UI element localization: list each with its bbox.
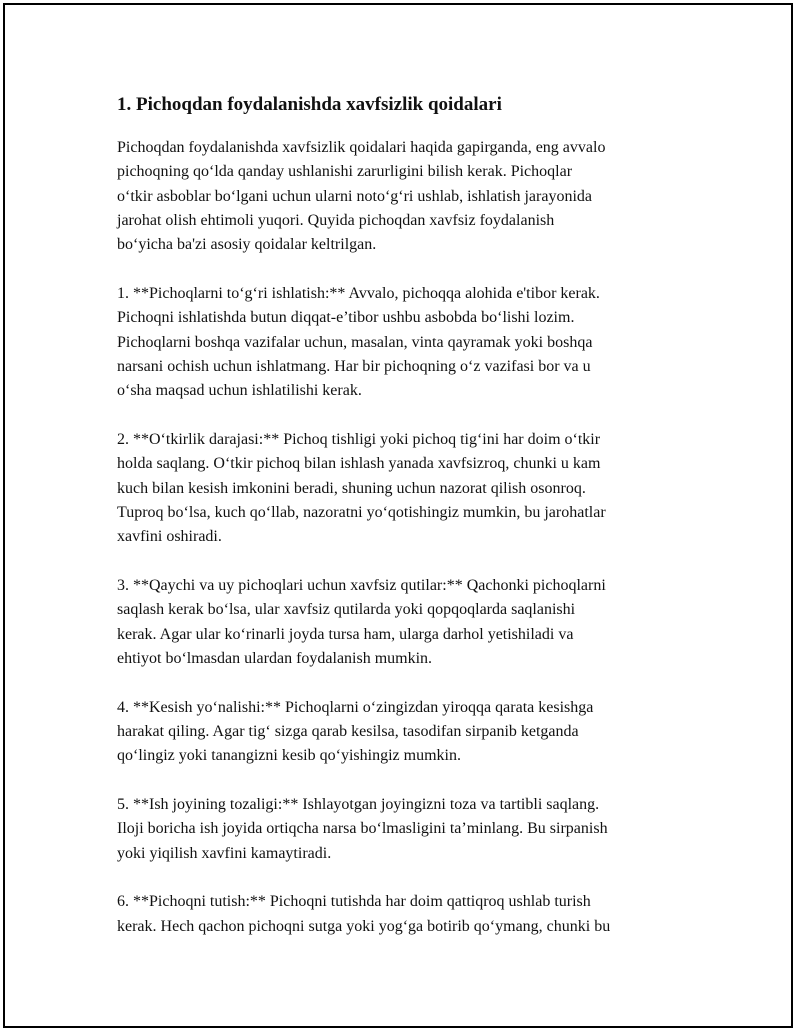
text-line: o‘sha maqsad uchun ishlatilishi kerak. xyxy=(117,382,362,400)
document-title: 1. Pichoqdan foydalanishda xavfsizlik qoidalari xyxy=(117,94,502,115)
text-line: 6. **Pichoqni tutish:** Pichoqni tutishda har doim qattiqroq ushlab turish xyxy=(117,893,591,911)
rule-paragraph-2 xyxy=(117,428,689,549)
text-line: 2. **O‘tkirlik darajasi:** Pichoq tishligi yoki pichoq tig‘ini har doim o‘tkir xyxy=(117,430,601,448)
text-line: 1. **Pichoqlarni to‘g‘ri ishlatish:** Avvalo, pichoqqa alohida e'tibor kerak. xyxy=(117,284,600,302)
text-line: kerak. Agar ular ko‘rinarli joyda tursa ham, ularga darhol yetishiladi va xyxy=(117,625,574,643)
text-line: harakat qiling. Agar tig‘ sizga qarab kesilsa, tasodifan sirpanib ketganda xyxy=(117,722,579,740)
rule-paragraph-1 xyxy=(117,282,689,403)
text-line: Pichoqlarni boshqa vazifalar uchun, masalan, vinta qayramak yoki boshqa xyxy=(117,333,593,351)
rule-paragraph-6 xyxy=(117,890,689,939)
text-line: Iloji boricha ish joyida ortiqcha narsa bo‘lmasligini ta’minlang. Bu sirpanish xyxy=(117,820,608,838)
text-line: saqlash kerak bo‘lsa, ular xavfsiz qutilarda yoki qopqoqlarda saqlanishi xyxy=(117,601,576,619)
rule-paragraph-5 xyxy=(117,793,689,866)
text-line: kuch bilan kesish imkonini beradi, shuning uchun nazorat qilish osonroq. xyxy=(117,479,586,497)
text-line: narsani ochish uchun ishlatmang. Har bir pichoqning o‘z vazifasi bor va u xyxy=(117,357,591,375)
document-body xyxy=(117,92,689,964)
text-line: 3. **Qaychi va uy pichoqlari uchun xavfsiz qutilar:** Qachonki pichoqlarni xyxy=(117,576,606,594)
text-line: pichoqning qo‘lda qanday ushlanishi zarurligini bilish kerak. Pichoqlar xyxy=(117,163,573,181)
text-line: holda saqlang. O‘tkir pichoq bilan ishlash yanada xavfsizroq, chunki u kam xyxy=(117,455,601,473)
text-line: 4. **Kesish yo‘nalishi:** Pichoqlarni o‘zingizdan yiroqqa qarata kesishga xyxy=(117,698,594,716)
text-line: ehtiyot bo‘lmasdan ulardan foydalanish mumkin. xyxy=(117,649,433,667)
text-line: bo‘yicha ba'zi asosiy qoidalar keltrilgan. xyxy=(117,236,377,254)
rule-paragraph-4 xyxy=(117,696,689,769)
text-line: qo‘lingiz yoki tanangizni kesib qo‘yishingiz mumkin. xyxy=(117,747,461,765)
text-line: Pichoqdan foydalanishda xavfsizlik qoidalari haqida gapirganda, eng avvalo xyxy=(117,139,606,156)
intro-paragraph xyxy=(117,136,689,257)
text-line: kerak. Hech qachon pichoqni sutga yoki yog‘ga botirib qo‘ymang, chunki bu xyxy=(117,917,611,935)
text-line: yoki yiqilish xavfini kamaytiradi. xyxy=(117,844,332,862)
text-line: o‘tkir asboblar bo‘lgani uchun ularni noto‘g‘ri ushlab, ishlatish jarayonida xyxy=(117,187,592,205)
text-line: xavfini oshiradi. xyxy=(117,528,222,546)
rule-paragraph-3 xyxy=(117,574,689,671)
text-line: Tuproq bo‘lsa, kuch qo‘llab, nazoratni yo‘qotishingiz mumkin, bu jarohatlar xyxy=(117,503,606,521)
text-line: 5. **Ish joyining tozaligi:** Ishlayotgan joyingizni toza va tartibli saqlang. xyxy=(117,796,600,814)
text-line: Pichoqni ishlatishda butun diqqat-e’tibor ushbu asbobda bo‘lishi lozim. xyxy=(117,309,575,327)
text-line: jarohat olish ehtimoli yuqori. Quyida pichoqdan xavfsiz foydalanish xyxy=(117,211,555,229)
